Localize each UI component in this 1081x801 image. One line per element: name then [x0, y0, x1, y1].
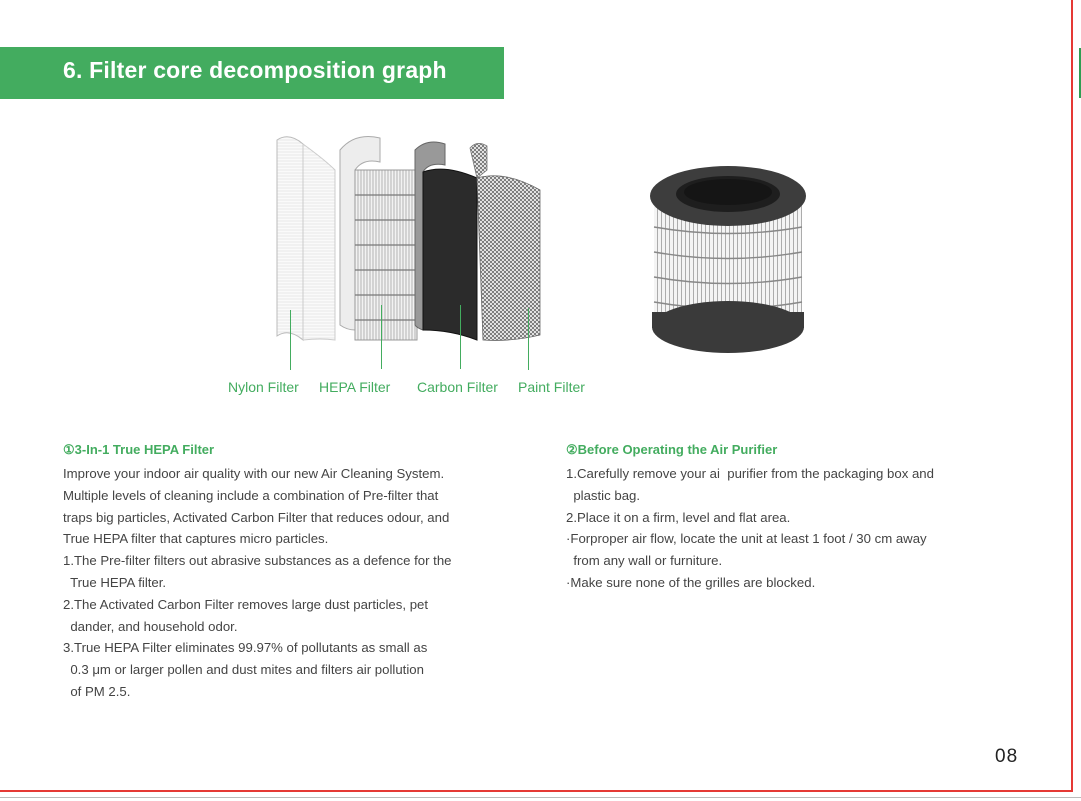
text-line: of PM 2.5. [63, 683, 131, 699]
text-line: ·Make sure none of the grilles are blocked. [566, 574, 816, 590]
text-line: True HEPA filter that captures micro particles. [63, 531, 329, 547]
section-title: 6. Filter core decomposition graph [63, 57, 447, 83]
hepa-leader-line [381, 305, 382, 369]
label-paint-filter: Paint Filter [518, 379, 585, 395]
filter-layers-illustration [255, 130, 555, 370]
paint-leader-line [528, 308, 529, 370]
carbon-filter-layer [415, 142, 477, 340]
page-edge-line [0, 797, 1081, 798]
section2-heading: ②Before Operating the Air Purifier [566, 442, 778, 457]
carbon-leader-line [460, 305, 461, 369]
nylon-leader-line [290, 310, 291, 370]
text-line: Improve your indoor air quality with our new Air Cleaning System. [63, 466, 445, 481]
text-line: 3.True HEPA Filter eliminates 99.97% of pollutants as small as [63, 640, 428, 656]
text-line: 2.The Activated Carbon Filter removes large dust particles, pet [63, 596, 429, 612]
section-title-band [0, 47, 504, 99]
text-line: dander, and household odor. [63, 618, 238, 634]
label-carbon-filter: Carbon Filter [417, 379, 498, 395]
nylon-filter-layer [277, 137, 335, 340]
text-line: 1.The Pre-filter filters out abrasive substances as a defence for the [63, 553, 452, 569]
text-line: True HEPA filter. [63, 574, 167, 590]
page-frame-right [1071, 0, 1073, 790]
text-line: Multiple levels of cleaning include a combination of Pre-filter that [63, 487, 439, 503]
paint-filter-layer [470, 143, 540, 340]
assembled-filter-image [648, 162, 808, 357]
section1-heading: ①3-In-1 True HEPA Filter [63, 442, 215, 457]
page-frame-bottom [0, 790, 1073, 792]
text-line: from any wall or furniture. [566, 553, 723, 569]
text-line: traps big particles, Activated Carbon Filter that reduces odour, and [63, 509, 450, 525]
section1-body [63, 463, 452, 703]
section2-body [566, 463, 934, 594]
text-line: 1.Carefully remove your ai purifier from the packaging box and [566, 466, 934, 481]
text-line: 2.Place it on a firm, level and flat area. [566, 509, 791, 525]
text-line: 0.3 μm or larger pollen and dust mites and filters air pollution [63, 662, 424, 678]
hepa-filter-layer [340, 137, 417, 341]
text-line: ·Forproper air flow, locate the unit at least 1 foot / 30 cm away [566, 531, 927, 547]
label-hepa-filter: HEPA Filter [319, 379, 391, 395]
page-number: 08 [995, 746, 1019, 767]
text-line: plastic bag. [566, 487, 641, 503]
label-nylon-filter: Nylon Filter [228, 379, 299, 395]
